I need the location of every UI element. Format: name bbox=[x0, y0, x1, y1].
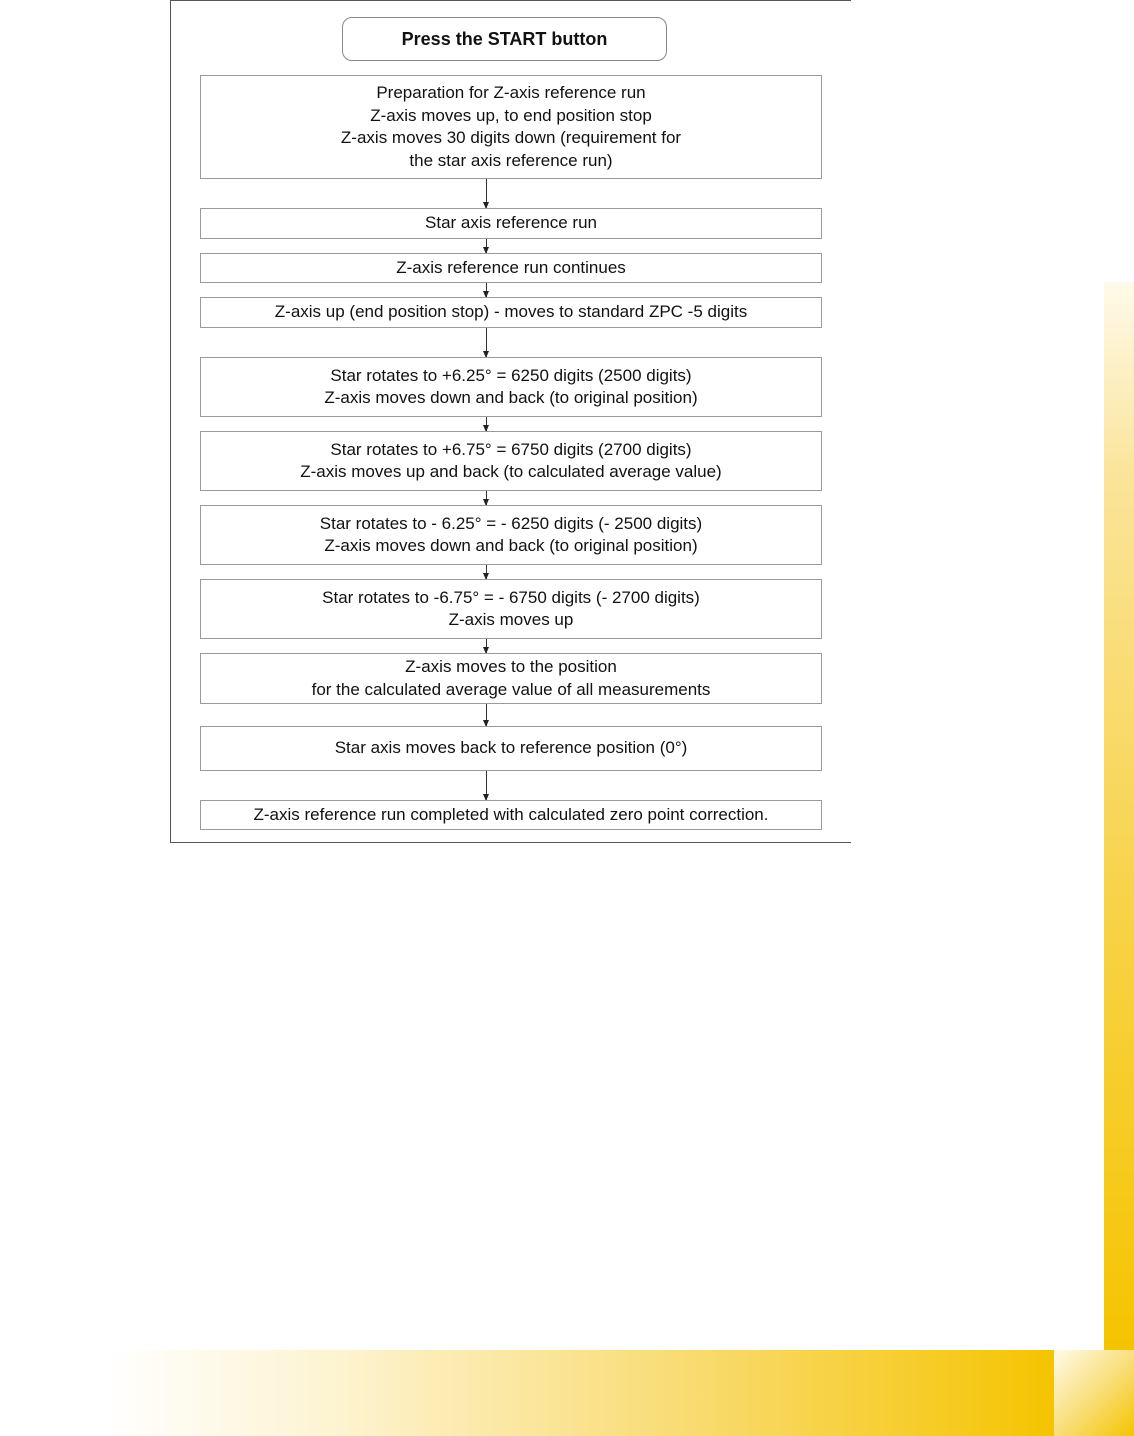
flow-arrow bbox=[486, 639, 487, 653]
step-z-axis-up bbox=[200, 297, 822, 328]
decorative-side-bar bbox=[1104, 282, 1134, 1350]
step-line: Z-axis reference run completed with calculated zero point correction. bbox=[253, 804, 769, 824]
flow-arrow bbox=[486, 417, 487, 431]
step-z-axis-continues bbox=[200, 253, 822, 283]
step-star-rotates-plus-675 bbox=[200, 431, 822, 491]
flow-arrow bbox=[486, 283, 487, 297]
flow-arrow bbox=[486, 771, 487, 800]
step-z-axis-average-position bbox=[200, 653, 822, 704]
decorative-corner bbox=[1054, 1350, 1134, 1436]
flow-arrow bbox=[486, 565, 487, 579]
step-line: Z-axis moves down and back (to original position) bbox=[324, 388, 698, 407]
step-line: Z-axis reference run continues bbox=[396, 257, 626, 277]
step-line: Z-axis moves down and back (to original position) bbox=[324, 536, 698, 555]
step-line: Z-axis moves 30 digits down (requirement for bbox=[340, 128, 682, 147]
step-line: Z-axis moves up and back (to calculated average value) bbox=[300, 462, 722, 481]
step-line: for the calculated average value of all measurements bbox=[311, 679, 711, 699]
step-star-rotates-minus-625 bbox=[200, 505, 822, 565]
step-star-axis-reference-run bbox=[200, 208, 822, 239]
step-line: Star axis moves back to reference position (0°) bbox=[334, 738, 688, 758]
step-line: Z-axis moves up, to end position stop bbox=[370, 105, 652, 125]
step-line: Z-axis up (end position stop) - moves to standard ZPC -5 digits bbox=[274, 302, 748, 322]
step-completed bbox=[200, 800, 822, 830]
start-step: Press the START button bbox=[342, 17, 667, 61]
flow-arrow bbox=[486, 491, 487, 505]
step-star-axis-back bbox=[200, 726, 822, 771]
decorative-bottom-bar bbox=[104, 1350, 1054, 1436]
step-line: Star rotates to +6.25° = 6250 digits (2500 digits) bbox=[330, 365, 692, 385]
flow-arrow bbox=[486, 179, 487, 208]
step-line: Preparation for Z-axis reference run bbox=[376, 83, 646, 102]
step-star-rotates-minus-675 bbox=[200, 579, 822, 639]
step-line: Star rotates to -6.75° = - 6750 digits (- 2700 digits) bbox=[322, 587, 700, 607]
step-star-rotates-plus-625 bbox=[200, 357, 822, 417]
step-preparation bbox=[200, 75, 822, 179]
flow-arrow bbox=[486, 239, 487, 253]
step-line: Star rotates to +6.75° = 6750 digits (2700 digits) bbox=[330, 439, 692, 459]
step-line: the star axis reference run) bbox=[409, 150, 613, 170]
flow-arrow bbox=[486, 704, 487, 726]
step-line: Star axis reference run bbox=[425, 213, 597, 233]
step-line: Z-axis moves to the position bbox=[405, 657, 617, 676]
step-line: Star rotates to - 6.25° = - 6250 digits (- 2500 digits) bbox=[319, 513, 703, 533]
step-line: Z-axis moves up bbox=[448, 610, 574, 629]
flow-arrow bbox=[486, 328, 487, 357]
